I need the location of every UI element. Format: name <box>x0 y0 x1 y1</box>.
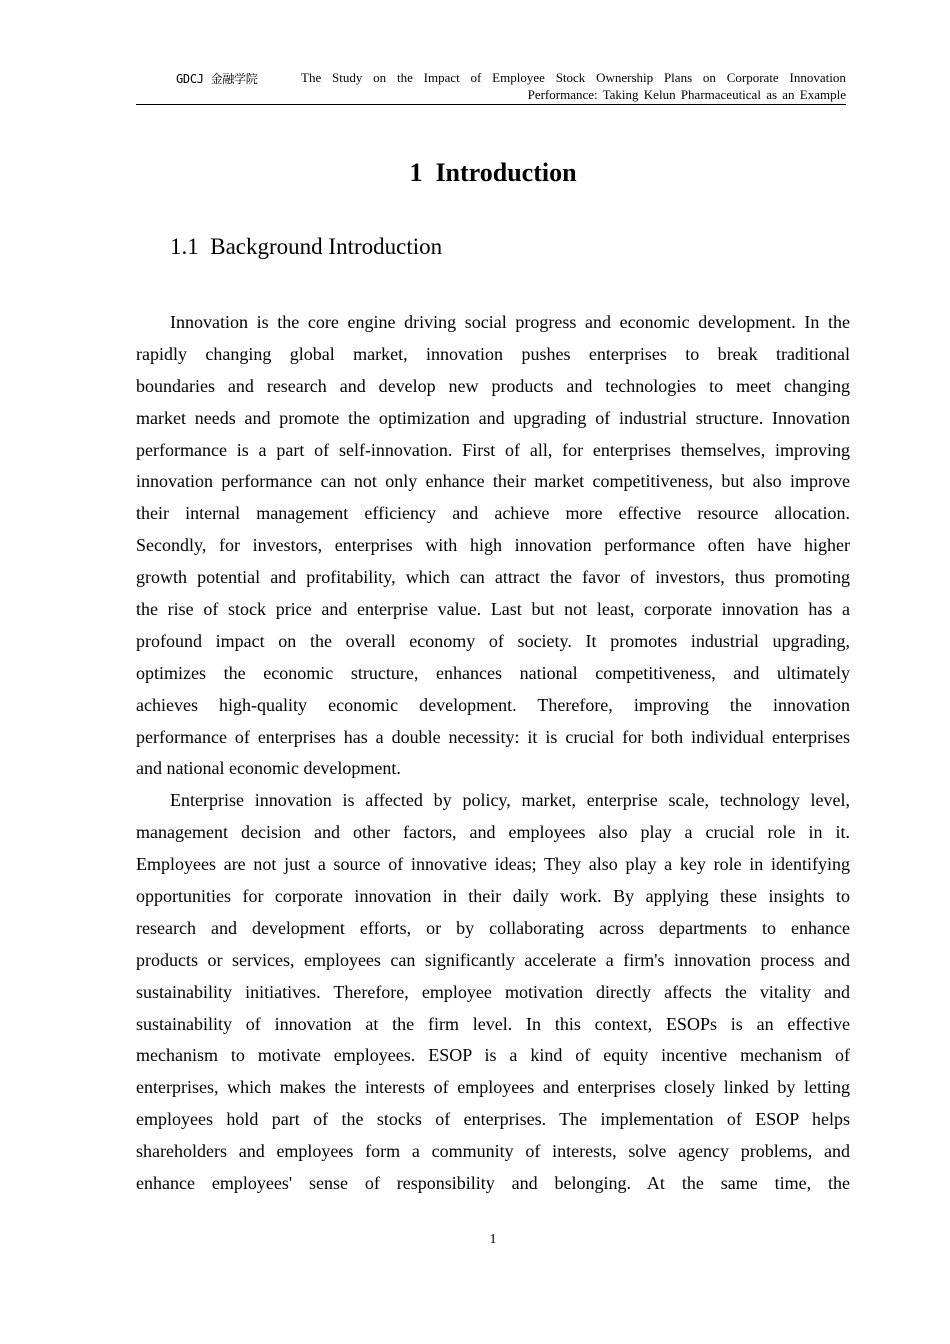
paragraph-line: boundaries and research and develop new products and technologies to meet changing <box>136 375 850 396</box>
header-word: Impact <box>423 70 460 85</box>
header-paper-title <box>301 69 846 103</box>
paragraph-line: achieves high-quality economic development. Therefore, improving the innovation <box>136 694 850 715</box>
paragraph-line: employees hold part of the stocks of enterprises. The implementation of ESOP helps <box>136 1109 850 1130</box>
paragraph-line: Secondly, for investors, enterprises with high innovation performance often have higher <box>136 535 850 556</box>
paragraph-line: Employees are not just a source of innovative ideas; They also play a key role in identifying <box>136 854 850 875</box>
section-heading: 1.1 Background Introduction <box>170 234 443 259</box>
paragraph-line: opportunities for corporate innovation in their daily work. By applying these insights to <box>136 886 850 907</box>
paragraph-line: rapidly changing global market, innovation pushes enterprises to break traditional <box>136 343 850 364</box>
paragraph-line: management decision and other factors, and employees also play a crucial role in it. <box>136 822 850 843</box>
header-word: Stock <box>555 70 586 85</box>
paragraph-line: research and development efforts, or by collaborating across departments to enhance <box>136 917 850 938</box>
header-word: on <box>373 70 387 85</box>
paragraph-line: enhance employees' sense of responsibility and belonging. At the same time, the <box>136 1173 850 1194</box>
paragraph-line: the rise of stock price and enterprise value. Last but not least, corporate innovation has a <box>136 599 850 620</box>
paragraph-line: sustainability initiatives. Therefore, employee motivation directly affects the vitality and <box>136 981 850 1002</box>
body-text <box>136 307 850 1200</box>
header-word: Study <box>332 70 363 85</box>
header-title-line-2: Performance: Taking Kelun Pharmaceutical as an Example <box>527 87 846 102</box>
paragraph-line: mechanism to motivate employees. ESOP is a kind of equity incentive mechanism of <box>136 1045 850 1066</box>
header-word: Employee <box>492 70 545 85</box>
paragraph-line: shareholders and employees form a community of interests, solve agency problems, and <box>136 1141 850 1162</box>
header-word: The <box>301 70 322 85</box>
page-number: 1 <box>489 1232 497 1247</box>
paragraph <box>136 307 850 785</box>
header-word: on <box>702 70 716 85</box>
paragraph-line: Innovation is the core engine driving social progress and economic development. In the <box>170 312 850 332</box>
paragraph-line: Enterprise innovation is affected by policy, market, enterprise scale, technology level, <box>170 790 850 811</box>
paragraph-line: performance is a part of self-innovation. First of all, for enterprises themselves, improving <box>136 439 850 460</box>
paragraph-line: growth potential and profitability, which can attract the favor of investors, thus promoting <box>136 567 850 588</box>
header-word: of <box>470 70 482 85</box>
paragraph-line: market needs and promote the optimization and upgrading of industrial structure. Innovation <box>136 407 850 428</box>
paragraph-line: their internal management efficiency and achieve more effective resource allocation. <box>136 503 850 524</box>
header-word: Ownership <box>596 70 654 85</box>
paragraph <box>136 785 850 1200</box>
paragraph-line: profound impact on the overall economy of society. It promotes industrial upgrading, <box>136 630 850 651</box>
paragraph-line: enterprises, which makes the interests of employees and enterprises closely linked by letting <box>136 1077 850 1098</box>
header-word: Corporate <box>726 70 779 85</box>
header-institution: GDCJ 金融学院 <box>176 72 258 86</box>
header-word: the <box>396 70 413 85</box>
header-title-line-1 <box>301 69 846 86</box>
paragraph-line: innovation performance can not only enhance their market competitiveness, but also improve <box>136 471 850 492</box>
paragraph-line: optimizes the economic structure, enhances national competitiveness, and ultimately <box>136 662 850 683</box>
chapter-heading: 1 Introduction <box>409 158 577 187</box>
paragraph-line: sustainability of innovation at the firm level. In this context, ESOPs is an effective <box>136 1013 850 1034</box>
header-word: Plans <box>663 70 693 85</box>
paragraph-line: performance of enterprises has a double necessity: it is crucial for both individual enterprises <box>136 726 850 747</box>
paragraph-line: and national economic development. <box>136 758 401 779</box>
running-header <box>136 68 846 105</box>
header-word: Innovation <box>789 70 846 85</box>
paragraph-line: products or services, employees can significantly accelerate a firm's innovation process and <box>136 949 850 970</box>
